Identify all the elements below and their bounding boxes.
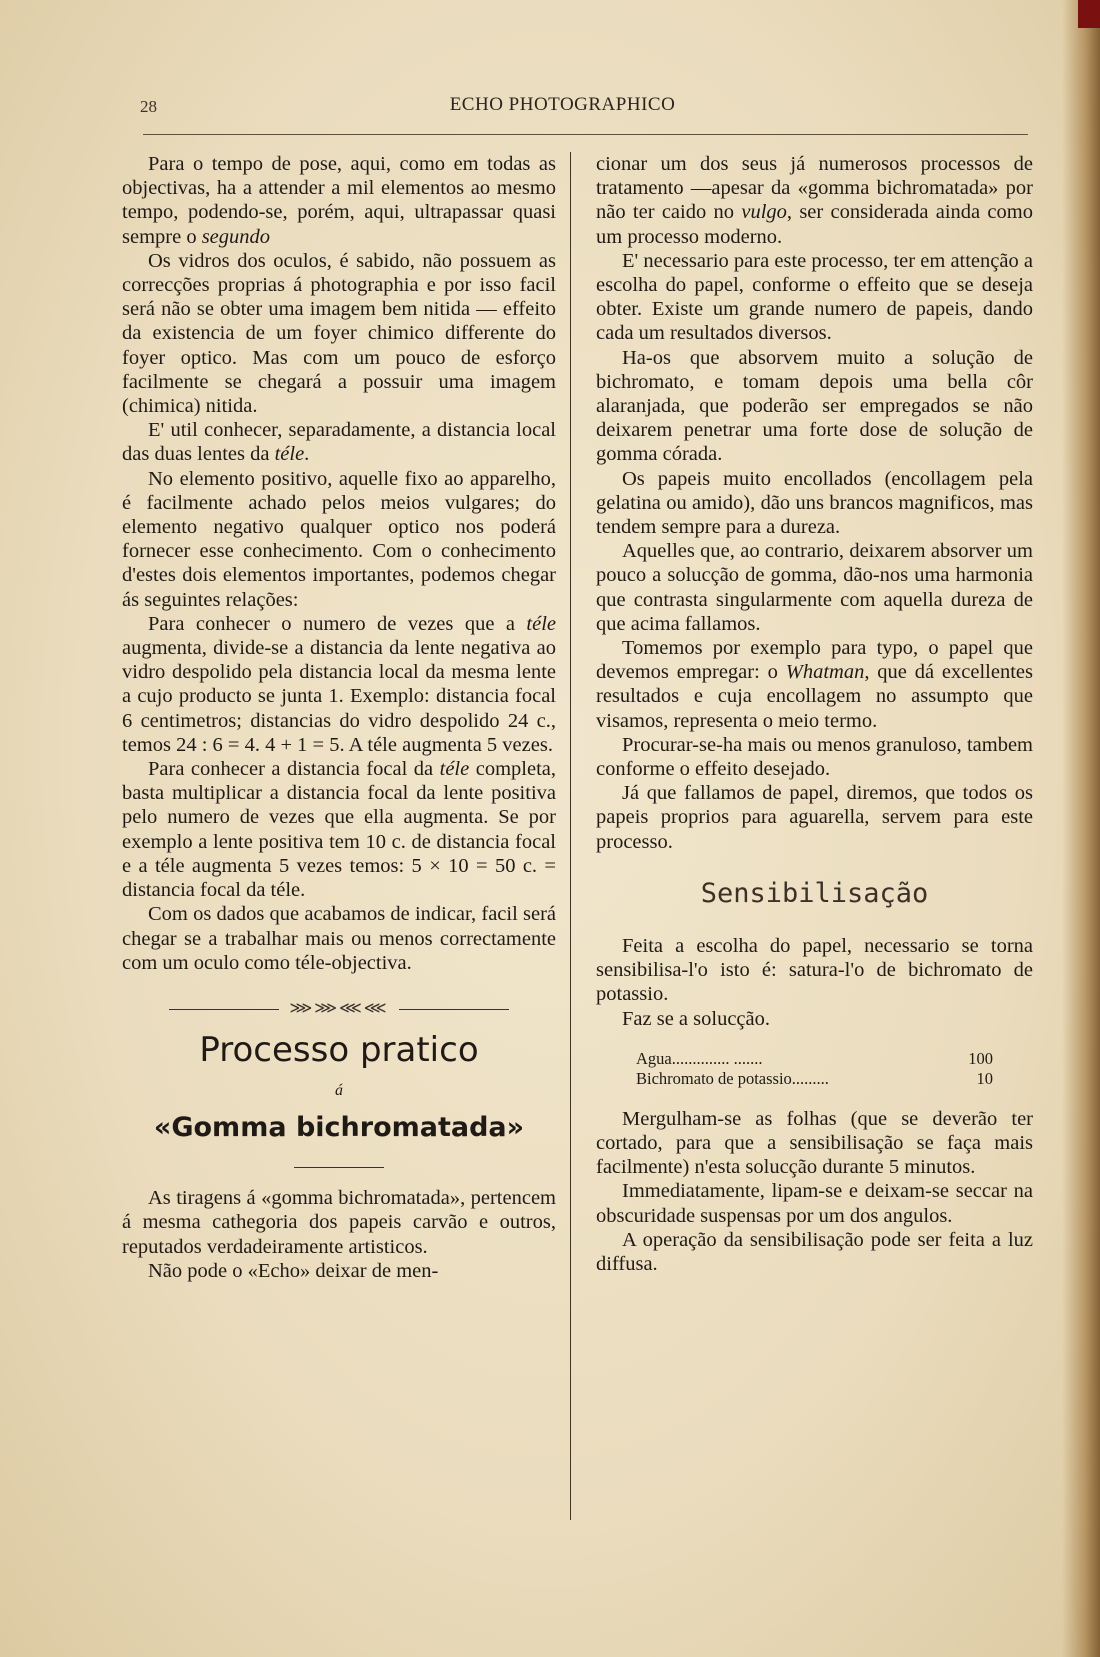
page-edge-shadow [1062,0,1100,1657]
paragraph: Ha-os que absorvem muito a solução de bichromato, e tomam depois uma bella côr alaranjada, que poderão ser empregados se não deixarem penetrar uma forte dose de solução de gomma córada. [596,346,1033,466]
corner-mark [1078,0,1100,28]
paragraph: Mergulham-se as folhas (que se deverão ter cortado, para que a sensibilisação se faça mais facilmente) n'esta solucção durante 5 minutos. [596,1107,1033,1179]
paragraph: Para conhecer o numero de vezes que a téle augmenta, divide-se a distancia da lente negativa ao vidro despolido pela distancia local da mesma lente a cujo producto se junta 1. Exemplo: distancia focal 6 centimetros; distancias do vidro despolido 24 c., temos 24 : 6 = 4. 4 + 1 = 5. A téle augmenta 5 vezes. [122,612,556,756]
paragraph: Procurar-se-ha mais ou menos granuloso, tambem conforme o effeito desejado. [596,733,1033,781]
recipe-row [596,1049,1033,1069]
paragraph: Os vidros dos oculos, é sabido, não possuem as correcções proprias á photographia e por isso facil será não se obter uma imagem bem nitida — effeito da existencia de um foyer chimico differente do foyer optico. Mas com um pouco de esforço facilmente se chegará a possuir uma imagem (chimica) nitida. [122,249,556,418]
paragraph: Para o tempo de pose, aqui, como em todas as objectivas, ha a attender a mil elementos ao mesmo tempo, podendo-se, porém, aqui, ultrapassar quasi sempre o segundo [122,153,556,248]
running-title: ECHO PHOTOGRAPHICO [449,94,676,115]
recipe-item: Agua.............. ....... [636,1048,763,1068]
paragraph: Feita a escolha do papel, necessario se torna sensibilisa-l'o isto é: satura-l'o de bichromato de potassio. [596,934,1033,1006]
section-ornament: ⋙⋙⋘⋘ [122,997,556,1021]
paragraph: Com os dados que acabamos de indicar, facil será chegar se a trabalhar mais ou menos correctamente com um oculo como téle-objectiva. [122,903,556,974]
running-head [120,92,1005,118]
column-divider [570,152,571,1520]
article-preposition: á [335,1082,343,1100]
paragraph: cionar um dos seus já numerosos processos de tratamento —apesar da «gomma bichromatada» por não ter caido no vulgo, ser considerada ainda como um processo moderno. [596,153,1033,248]
recipe-table [596,1049,1033,1089]
paragraph: Tomemos por exemplo para typo, o papel que devemos empregar: o Whatman, que dá excellentes resultados e cuja encollagem no assumpto que visamos, representa o meio termo. [596,637,1033,732]
recipe-row [596,1069,1033,1089]
recipe-qty: 100 [968,1048,993,1068]
paragraph: A operação da sensibilisação pode ser feita a luz diffusa. [596,1228,1033,1275]
paragraph: No elemento positivo, aquelle fixo ao apparelho, é facilmente achado pelos meios vulgares; do elemento negativo qualquer optico nos poderá fornecer esse conhecimento. Com o conhecimento d'estes dois elementos importantes, podemos chegar ás seguintes relações: [122,467,556,611]
header-rule [143,134,1028,135]
article-title: Processo pratico [199,1030,479,1071]
paragraph: Immediatamente, lipam-se e deixam-se seccar na obscuridade suspensas por um dos angulos. [596,1180,1033,1227]
paragraph: E' util conhecer, separadamente, a distancia local das duas lentes da téle. [122,419,556,466]
paragraph: Não pode o «Echo» deixar de men- [148,1259,439,1282]
paragraph: Os papeis muito encollados (encollagem pela gelatina ou amido), dão uns brancos magnificos, mas tendem sempre para a dureza. [596,467,1033,539]
right-column [596,152,1033,1276]
section-heading: Sensibilisação [700,877,929,909]
page-number: 28 [140,97,157,116]
paragraph: Faz se a solucção. [622,1007,770,1030]
paragraph: Já que fallamos de papel, diremos, que todos os papeis proprios para aguarella, servem para este processo. [596,782,1033,853]
title-rule [294,1167,384,1168]
recipe-qty: 10 [976,1068,993,1088]
paragraph: As tiragens á «gomma bichromatada», pertencem á mesma cathegoria dos papeis carvão e outros, reputados verdadeiramente artisticos. [122,1187,556,1258]
article-subtitle: «Gomma bichromatada» [153,1112,525,1144]
left-column [122,152,556,1283]
recipe-item: Bichromato de potassio......... [636,1068,829,1088]
paragraph: Para conhecer a distancia focal da téle completa, basta multiplicar a distancia focal da lente positiva pelo numero de vezes que ella augmenta. Se por exemplo a lente positiva tem 10 c. de distancia focal e a téle augmenta 5 vezes temos: 5 × 10 = 50 c. = distancia focal da téle. [122,758,556,902]
paragraph: E' necessario para este processo, ter em attenção a escolha do papel, conforme o effeito que se deseja obter. Existe um grande numero de papeis, dando cada um resultados diversos. [596,249,1033,345]
paragraph: Aquelles que, ao contrario, deixarem absorver um pouco a solucção de gomma, dão-nos uma harmonia que contrasta singularmente com aquella dureza de que acima fallamos. [596,540,1033,635]
